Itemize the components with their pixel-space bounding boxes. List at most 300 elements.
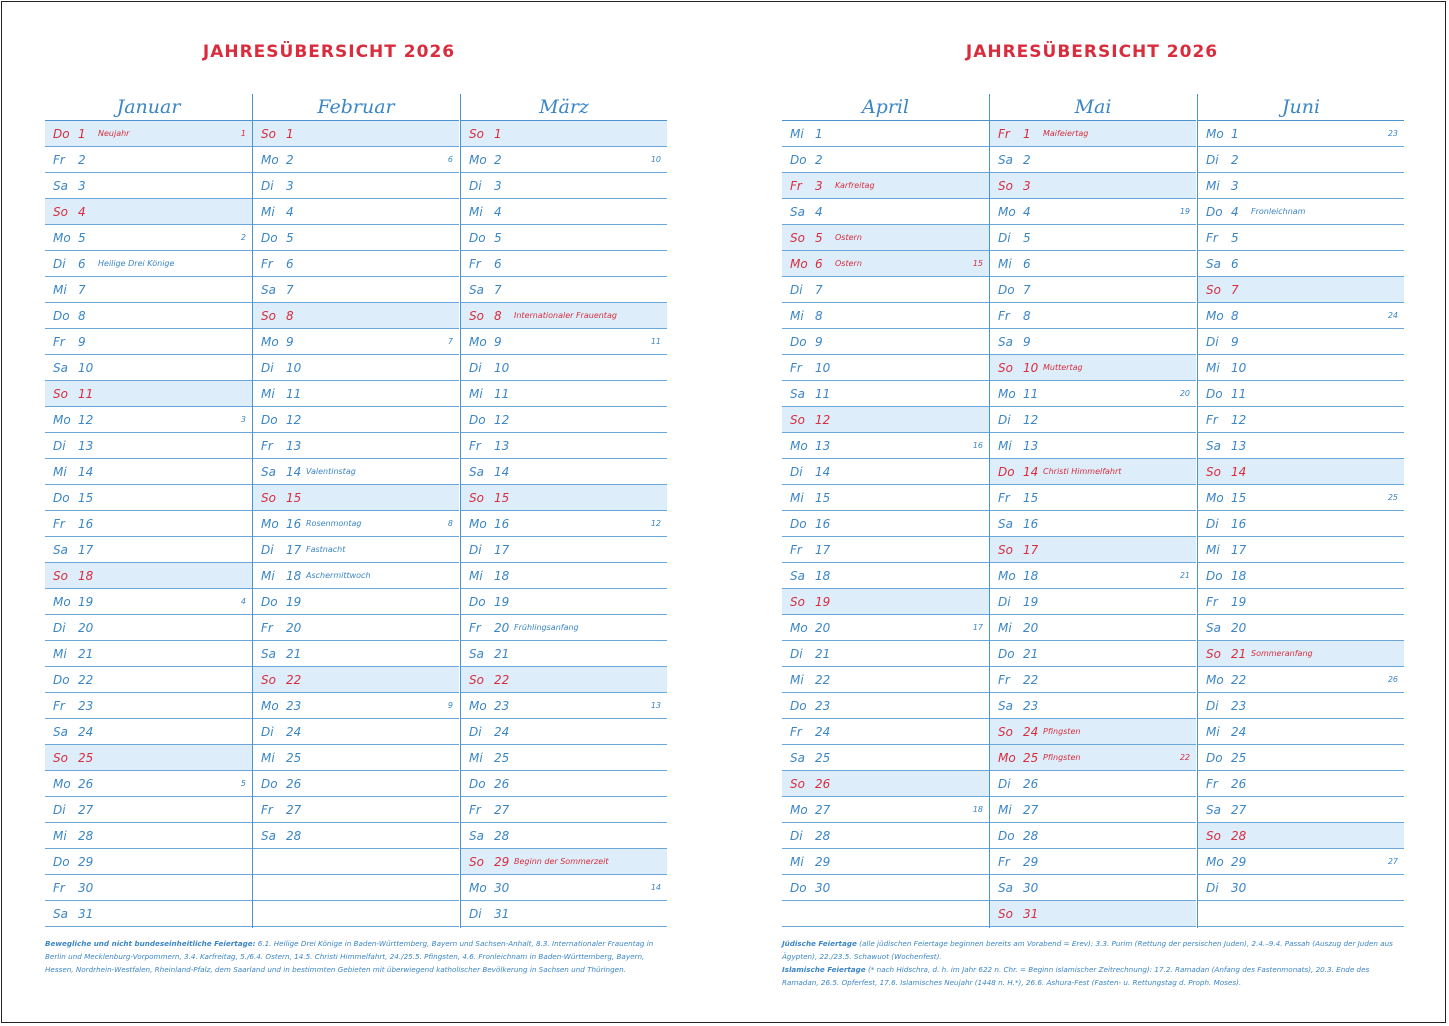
weekday-label: Mi [1206, 361, 1220, 375]
week-number: 5 [240, 779, 246, 788]
day-number: 3 [78, 179, 86, 193]
weekday-label: Mi [1206, 725, 1220, 739]
day-row [461, 303, 667, 329]
day-number: 15 [1231, 491, 1247, 505]
day-row [1198, 485, 1404, 511]
weekday-label: Mo [1206, 673, 1224, 687]
footnote-heading-islamic: Islamische Feiertage [782, 965, 866, 974]
weekday-label: Mi [53, 829, 67, 843]
day-number: 22 [1023, 673, 1039, 687]
day-number: 9 [286, 335, 294, 349]
day-row [253, 615, 459, 641]
day-row [990, 875, 1196, 901]
day-row [990, 121, 1196, 147]
weekday-label: Fr [261, 257, 273, 271]
weekday-label: Sa [469, 283, 484, 297]
weekday-label: So [998, 179, 1013, 193]
day-row [782, 589, 989, 615]
weekday-label: Di [53, 803, 66, 817]
day-number: 21 [1231, 647, 1247, 661]
day-row [253, 563, 459, 589]
day-number: 11 [78, 387, 94, 401]
day-number: 29 [494, 855, 510, 869]
day-number: 3 [286, 179, 294, 193]
day-row [782, 537, 989, 563]
day-row [990, 641, 1196, 667]
weekday-label: So [790, 413, 805, 427]
day-row [45, 615, 252, 641]
weekday-label: Do [790, 881, 807, 895]
day-row [782, 277, 989, 303]
day-number: 11 [286, 387, 302, 401]
day-number: 2 [494, 153, 502, 167]
holiday-label: Heilige Drei Könige [98, 259, 175, 268]
weekday-label: Do [790, 517, 807, 531]
week-number: 10 [650, 155, 661, 164]
day-number: 10 [286, 361, 302, 375]
weekday-label: So [469, 673, 484, 687]
month-name: April [782, 94, 989, 121]
weekday-label: Mo [261, 153, 279, 167]
day-number: 5 [494, 231, 502, 245]
weekday-label: Sa [261, 647, 276, 661]
week-number: 17 [972, 623, 983, 632]
weekday-label: Mi [53, 283, 67, 297]
weekday-label: Mi [53, 465, 67, 479]
day-number: 6 [1231, 257, 1239, 271]
week-number: 27 [1387, 857, 1398, 866]
weekday-label: Di [1206, 881, 1219, 895]
day-row [253, 355, 459, 381]
month-name: Februar [252, 94, 459, 121]
day-row [782, 719, 989, 745]
weekday-label: Mo [998, 751, 1016, 765]
weekday-label: Do [1206, 569, 1223, 583]
weekday-label: Do [790, 153, 807, 167]
day-row [461, 147, 667, 173]
day-number: 1 [1231, 127, 1239, 141]
week-number: 16 [972, 441, 983, 450]
footnote-heading: Bewegliche und nicht bundeseinheitliche Feiertage: [45, 939, 256, 948]
day-row [45, 537, 252, 563]
day-row [782, 641, 989, 667]
weekday-label: Mi [1206, 543, 1220, 557]
weekday-label: Fr [790, 179, 802, 193]
day-row [45, 849, 252, 875]
day-row [782, 251, 989, 277]
weekday-label: So [1206, 283, 1221, 297]
day-row [1198, 277, 1404, 303]
weekday-label: Di [53, 439, 66, 453]
holiday-label: Rosenmontag [306, 519, 362, 528]
day-number: 21 [286, 647, 302, 661]
day-row [45, 875, 252, 901]
day-row [461, 823, 667, 849]
day-row [45, 147, 252, 173]
day-number: 12 [1231, 413, 1247, 427]
day-row [461, 641, 667, 667]
weekday-label: Di [998, 231, 1011, 245]
day-row [782, 225, 989, 251]
day-number: 7 [815, 283, 823, 297]
day-number: 11 [1231, 387, 1247, 401]
day-row [1198, 901, 1404, 927]
day-number: 19 [1231, 595, 1247, 609]
day-row [990, 823, 1196, 849]
weekday-label: So [998, 361, 1013, 375]
weekday-label: Fr [790, 725, 802, 739]
day-number: 30 [78, 881, 94, 895]
day-row [461, 407, 667, 433]
day-row [782, 875, 989, 901]
day-row [1198, 823, 1404, 849]
day-row [782, 797, 989, 823]
day-row [1198, 797, 1404, 823]
day-number: 7 [494, 283, 502, 297]
day-number: 5 [815, 231, 823, 245]
day-number: 26 [1023, 777, 1039, 791]
day-number: 22 [815, 673, 831, 687]
month-name: Mai [989, 94, 1196, 121]
weekday-label: Fr [53, 881, 65, 895]
weekday-label: Di [1206, 153, 1219, 167]
weekday-label: Do [53, 127, 70, 141]
day-row [990, 537, 1196, 563]
day-row [461, 615, 667, 641]
weekday-label: Di [1206, 699, 1219, 713]
day-row [990, 589, 1196, 615]
weekday-label: Do [998, 283, 1015, 297]
day-row [45, 459, 252, 485]
day-row [45, 693, 252, 719]
day-row [461, 875, 667, 901]
day-row [990, 147, 1196, 173]
weekday-label: Mi [998, 621, 1012, 635]
day-row [1198, 693, 1404, 719]
day-row [461, 563, 667, 589]
day-row [45, 303, 252, 329]
week-number: 8 [447, 519, 453, 528]
day-number: 18 [286, 569, 302, 583]
day-row [782, 667, 989, 693]
holiday-label: Fastnacht [306, 545, 346, 554]
weekday-label: Di [53, 621, 66, 635]
day-number: 12 [286, 413, 302, 427]
day-row [782, 693, 989, 719]
day-number: 28 [1231, 829, 1247, 843]
day-row [45, 589, 252, 615]
day-row [253, 407, 459, 433]
weekday-label: Sa [469, 465, 484, 479]
day-number: 20 [1231, 621, 1247, 635]
day-number: 30 [815, 881, 831, 895]
day-number: 28 [286, 829, 302, 843]
day-row [990, 485, 1196, 511]
day-list [45, 121, 252, 928]
weekday-label: Mi [261, 751, 275, 765]
day-row [1198, 381, 1404, 407]
weekday-label: Mo [469, 153, 487, 167]
day-row [461, 277, 667, 303]
weekday-label: So [1206, 829, 1221, 843]
day-number: 2 [78, 153, 86, 167]
day-number: 25 [78, 751, 94, 765]
day-number: 13 [286, 439, 302, 453]
day-row [45, 251, 252, 277]
day-row [45, 563, 252, 589]
day-row [782, 355, 989, 381]
day-number: 1 [1023, 127, 1031, 141]
day-row [1198, 147, 1404, 173]
day-number: 23 [1023, 699, 1039, 713]
weekday-label: Di [261, 361, 274, 375]
day-list [1197, 121, 1404, 928]
weekday-label: Mo [998, 205, 1016, 219]
day-number: 22 [286, 673, 302, 687]
weekday-label: Mo [53, 595, 71, 609]
week-number: 21 [1179, 571, 1190, 580]
day-row [1198, 875, 1404, 901]
day-number: 24 [494, 725, 510, 739]
day-number: 21 [1023, 647, 1039, 661]
month-column [460, 94, 667, 928]
day-number: 16 [286, 517, 302, 531]
day-row [461, 433, 667, 459]
day-number: 26 [815, 777, 831, 791]
day-row [990, 563, 1196, 589]
day-row [253, 303, 459, 329]
day-row [45, 771, 252, 797]
day-row [1198, 615, 1404, 641]
day-number: 3 [1231, 179, 1239, 193]
week-number: 19 [1179, 207, 1190, 216]
day-row [1198, 407, 1404, 433]
day-row [782, 563, 989, 589]
holiday-label: Maifeiertag [1043, 129, 1089, 138]
weekday-label: Mo [998, 387, 1016, 401]
day-number: 8 [1231, 309, 1239, 323]
day-number: 24 [286, 725, 302, 739]
weekday-label: Fr [469, 257, 481, 271]
day-row [782, 329, 989, 355]
week-number: 9 [447, 701, 453, 710]
week-number: 18 [972, 805, 983, 814]
day-number: 1 [815, 127, 823, 141]
day-row [990, 901, 1196, 927]
weekday-label: Do [469, 413, 486, 427]
day-number: 21 [78, 647, 94, 661]
weekday-label: Mi [790, 127, 804, 141]
page-title-right: JAHRESÜBERSICHT 2026 [965, 42, 1219, 62]
weekday-label: Di [261, 179, 274, 193]
holiday-label: Pfingsten [1043, 753, 1081, 762]
day-number: 3 [494, 179, 502, 193]
weekday-label: Fr [53, 153, 65, 167]
weekday-label: Di [998, 595, 1011, 609]
week-number: 7 [447, 337, 453, 346]
day-number: 5 [78, 231, 86, 245]
weekday-label: Fr [261, 621, 273, 635]
day-row [253, 901, 459, 927]
weekday-label: Do [998, 829, 1015, 843]
holiday-label: Ostern [835, 233, 862, 242]
weekday-label: Sa [261, 829, 276, 843]
weekday-label: Sa [1206, 803, 1221, 817]
day-number: 19 [1023, 595, 1039, 609]
day-number: 22 [494, 673, 510, 687]
day-number: 18 [494, 569, 510, 583]
day-number: 4 [286, 205, 294, 219]
holiday-label: Karfreitag [835, 181, 875, 190]
day-row [1198, 173, 1404, 199]
day-number: 22 [1231, 673, 1247, 687]
weekday-label: Fr [469, 803, 481, 817]
day-number: 24 [1231, 725, 1247, 739]
holiday-label: Frühlingsanfang [514, 623, 579, 632]
day-number: 28 [494, 829, 510, 843]
day-number: 23 [815, 699, 831, 713]
day-number: 12 [78, 413, 94, 427]
weekday-label: Mi [998, 257, 1012, 271]
weekday-label: Mo [53, 777, 71, 791]
weekday-label: Fr [998, 127, 1010, 141]
day-row [45, 355, 252, 381]
weekday-label: So [469, 855, 484, 869]
weekday-label: Di [469, 907, 482, 921]
day-row [45, 641, 252, 667]
week-number: 15 [972, 259, 983, 268]
day-number: 3 [1023, 179, 1031, 193]
weekday-label: Fr [790, 361, 802, 375]
weekday-label: Sa [790, 387, 805, 401]
day-row [1198, 251, 1404, 277]
month-column [782, 94, 989, 928]
week-number: 13 [650, 701, 661, 710]
day-number: 8 [286, 309, 294, 323]
weekday-label: So [261, 491, 276, 505]
day-number: 14 [1023, 465, 1039, 479]
weekday-label: Do [790, 335, 807, 349]
day-number: 14 [286, 465, 302, 479]
weekday-label: Di [790, 283, 803, 297]
day-number: 9 [1023, 335, 1031, 349]
day-number: 25 [286, 751, 302, 765]
week-number: 6 [447, 155, 453, 164]
weekday-label: Mo [790, 439, 808, 453]
day-row [461, 485, 667, 511]
weekday-label: Sa [998, 153, 1013, 167]
day-row [782, 511, 989, 537]
weekday-label: Di [998, 413, 1011, 427]
day-number: 12 [1023, 413, 1039, 427]
day-number: 28 [78, 829, 94, 843]
week-number: 26 [1387, 675, 1398, 684]
day-row [461, 537, 667, 563]
weekday-label: Mo [53, 413, 71, 427]
weekday-label: Di [1206, 517, 1219, 531]
day-number: 17 [1231, 543, 1247, 557]
day-row [253, 537, 459, 563]
day-row [782, 459, 989, 485]
day-row [990, 745, 1196, 771]
day-number: 26 [1231, 777, 1247, 791]
weekday-label: Sa [53, 907, 68, 921]
weekday-label: Di [998, 777, 1011, 791]
day-list [252, 121, 459, 928]
weekday-label: Fr [261, 439, 273, 453]
day-row [1198, 719, 1404, 745]
day-number: 19 [494, 595, 510, 609]
day-number: 12 [494, 413, 510, 427]
weekday-label: So [998, 725, 1013, 739]
weekday-label: Do [53, 309, 70, 323]
day-number: 20 [1023, 621, 1039, 635]
day-row [990, 303, 1196, 329]
day-row [45, 277, 252, 303]
weekday-label: So [261, 127, 276, 141]
day-number: 25 [494, 751, 510, 765]
weekday-label: Mi [469, 205, 483, 219]
day-row [1198, 199, 1404, 225]
weekday-label: So [998, 543, 1013, 557]
day-number: 6 [1023, 257, 1031, 271]
week-number: 24 [1387, 311, 1398, 320]
day-number: 30 [1231, 881, 1247, 895]
day-list [989, 121, 1196, 928]
day-row [1198, 121, 1404, 147]
day-row [782, 303, 989, 329]
weekday-label: Fr [1206, 413, 1218, 427]
weekday-label: Mi [790, 855, 804, 869]
weekday-label: Do [998, 465, 1015, 479]
day-number: 2 [286, 153, 294, 167]
holiday-label: Beginn der Sommerzeit [514, 857, 609, 866]
day-row [782, 407, 989, 433]
day-row [990, 615, 1196, 641]
day-row [990, 355, 1196, 381]
day-number: 15 [286, 491, 302, 505]
day-number: 31 [1023, 907, 1039, 921]
weekday-label: Mo [1206, 127, 1224, 141]
day-number: 30 [494, 881, 510, 895]
day-row [253, 277, 459, 303]
day-number: 28 [1023, 829, 1039, 843]
day-row [253, 225, 459, 251]
day-number: 6 [78, 257, 86, 271]
day-number: 11 [494, 387, 510, 401]
day-row [990, 277, 1196, 303]
day-row [253, 849, 459, 875]
day-number: 23 [494, 699, 510, 713]
day-row [1198, 303, 1404, 329]
day-number: 4 [78, 205, 86, 219]
day-row [1198, 225, 1404, 251]
week-number: 22 [1179, 753, 1190, 762]
right-page [782, 0, 1406, 1026]
day-row [253, 459, 459, 485]
day-number: 7 [286, 283, 294, 297]
weekday-label: Fr [469, 621, 481, 635]
weekday-label: Fr [998, 673, 1010, 687]
holiday-label: Pfingsten [1043, 727, 1081, 736]
day-row [461, 849, 667, 875]
day-number: 24 [78, 725, 94, 739]
weekday-label: Di [469, 543, 482, 557]
weekday-label: Do [53, 491, 70, 505]
day-row [782, 173, 989, 199]
day-number: 2 [1231, 153, 1239, 167]
day-number: 16 [815, 517, 831, 531]
